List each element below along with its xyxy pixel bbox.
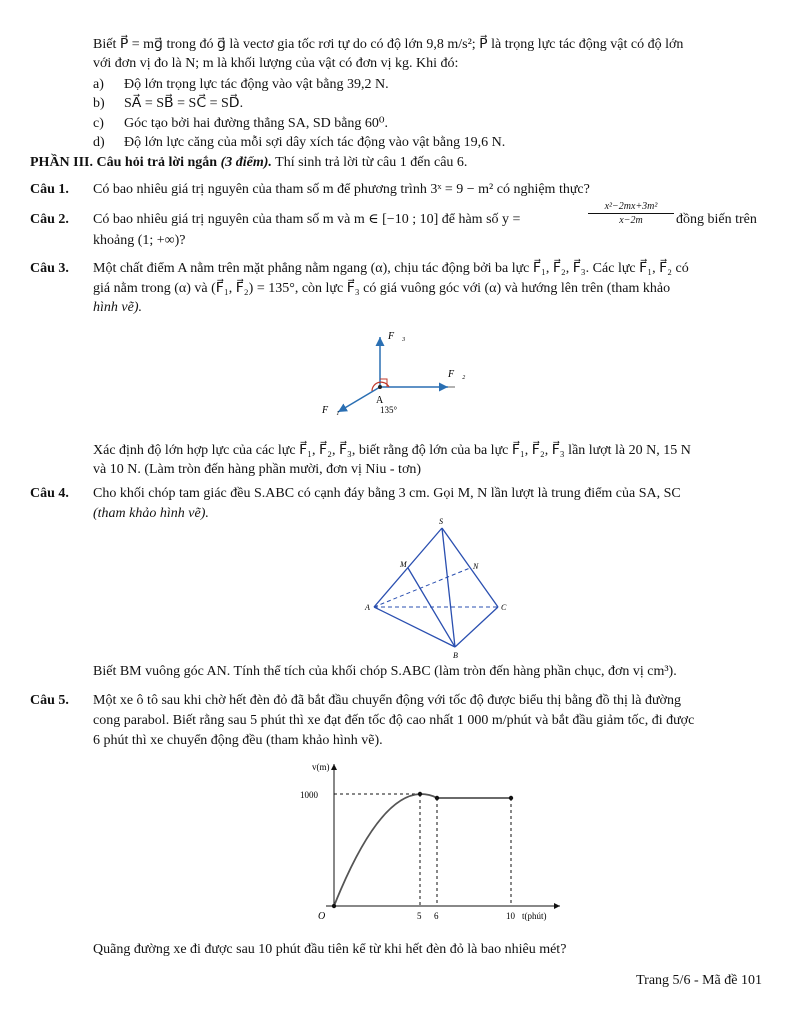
option-c-text: Góc tạo bởi hai đường thẳng SA, SD bằng 60⁰. [124, 116, 389, 131]
label-f3: F⃗₃ [388, 331, 406, 342]
graph-x6: 6 [434, 911, 439, 921]
q1-text: Có bao nhiêu giá trị nguyên của tham số m để phương trình 3ˣ = 9 − m² có nghiệm thực? [93, 182, 590, 197]
parabola-curve [334, 794, 437, 906]
q2-fraction [588, 200, 674, 227]
option-c-letter: c) [93, 116, 104, 131]
q4-label: Câu 4. [30, 486, 69, 501]
intro-line-1: Biết P⃗ = mg⃗ trong đó g⃗ là vectơ gia tốc rơi tự do có độ lớn 9,8 m/s²; P⃗ là trọng lực tác động vật có độ lớn [93, 37, 684, 52]
graph-x5: 5 [417, 911, 422, 921]
option-d-letter: d) [93, 135, 105, 150]
edge-sa [374, 528, 442, 607]
label-angle: 135° [380, 405, 398, 415]
q3-after1: Xác định độ lớn hợp lực của các lực F⃗₁, F⃗₂, F⃗₃, biết rằng độ lớn của ba lực F⃗₁, F⃗₂, F⃗₃ lần lượt là 20 N, 15 N [93, 443, 691, 458]
origin-point [332, 904, 336, 908]
q2-frac-numerator: x²−2mx+3m² [588, 200, 674, 214]
graph-x10: 10 [506, 911, 515, 921]
label-c: C [501, 603, 507, 612]
q2-label: Câu 2. [30, 212, 69, 227]
edge-sc [442, 528, 498, 607]
label-f1: F⃗₁ [322, 405, 340, 416]
page-footer: Trang 5/6 - Mã đề 101 [636, 973, 762, 988]
label-a-vertex: A [365, 603, 370, 612]
f1-arrow [338, 387, 380, 412]
q3-label: Câu 3. [30, 261, 69, 276]
option-d-text: Độ lớn lực căng của mỗi sợi dây xích tác động vào vật bằng 19,6 N. [124, 135, 506, 150]
q4-after: Biết BM vuông góc AN. Tính thể tích của khối chóp S.ABC (làm tròn đến hàng phần chục, đơn vị cm³). [93, 664, 677, 679]
q3-after2: và 10 N. (Làm tròn đến hàng phần mười, đơn vị Niu - tơn) [93, 462, 422, 477]
option-a-letter: a) [93, 77, 104, 92]
option-b-text: SA⃗ = SB⃗ = SC⃗ = SD⃗. [124, 96, 244, 111]
q4-line1: Cho khối chóp tam giác đều S.ABC có cạnh đáy bằng 3 cm. Gọi M, N lần lượt là trung điểm của SA, SC [93, 486, 681, 501]
graph-y1000: 1000 [300, 790, 318, 800]
part3-title: PHẦN III. Câu hỏi trả lời ngắn [30, 155, 218, 170]
pyramid-figure [360, 515, 520, 660]
q2-line2: khoảng (1; +∞)? [93, 233, 186, 248]
intro-line-2: với đơn vị đo là N; m là khối lượng của vật có đơn vị kg. Khi đó: [93, 56, 459, 71]
part3-heading [30, 153, 467, 172]
q3-line3: hình vẽ). [93, 300, 142, 315]
velocity-graph [290, 758, 580, 928]
t10-point [509, 796, 513, 800]
t6-point [435, 796, 439, 800]
q4-line2: (tham khảo hình vẽ). [93, 506, 209, 521]
label-b: B [453, 651, 458, 660]
q5-after: Quãng đường xe đi được sau 10 phút đầu tiên kể từ khi hết đèn đỏ là bao nhiêu mét? [93, 942, 567, 957]
q3-line2: giá nằm trong (α) và (F⃗₁, F⃗₂) = 135°, còn lực F⃗₃ có giá vuông góc với (α) và hướng lên trên (tham khảo [93, 281, 671, 296]
force-figure [300, 325, 490, 430]
segment-an-hidden [374, 568, 470, 607]
option-a-text: Độ lớn trọng lực tác động vào vật bằng 39,2 N. [124, 77, 389, 92]
label-n: N [473, 562, 479, 571]
q5-label: Câu 5. [30, 693, 69, 708]
q5-line3: 6 phút thì xe chuyển động đều (tham khảo hình vẽ). [93, 733, 383, 748]
peak-point [418, 792, 422, 796]
graph-xlabel: t(phút) [522, 911, 547, 921]
q2-line1-end: đồng biến trên [676, 212, 757, 227]
option-b-letter: b) [93, 96, 105, 111]
label-s: S [439, 517, 443, 526]
q2-frac-denominator: x−2m [619, 215, 643, 226]
edge-bc [455, 607, 498, 647]
q1-label: Câu 1. [30, 182, 69, 197]
q2-line1: Có bao nhiêu giá trị nguyên của tham số m và m ∈ [−10 ; 10] để hàm số y = [93, 212, 521, 227]
q5-line2: cong parabol. Biết rằng sau 5 phút thì xe đạt đến tốc độ cao nhất 1 000 m/phút và bắt đầu giảm tốc, đi được [93, 713, 695, 728]
part3-points: (3 điểm). [220, 155, 272, 170]
label-a: A [376, 395, 384, 406]
q5-line1: Một xe ô tô sau khi chờ hết đèn đỏ đã bắt đầu chuyển động với tốc độ được biểu thị bằng đồ thị là đường [93, 693, 681, 708]
graph-ylabel: v(m) [312, 762, 330, 772]
q3-line1: Một chất điểm A nằm trên mặt phẳng nằm ngang (α), chịu tác động bởi ba lực F⃗₁, F⃗₂, F⃗₃. Các lực F⃗₁, F⃗₂ có [93, 261, 689, 276]
graph-origin: O [318, 911, 326, 922]
label-f2: F⃗₂ [448, 369, 466, 380]
part3-rest: Thí sinh trả lời từ câu 1 đến câu 6. [275, 155, 468, 170]
point-a [378, 385, 382, 389]
label-m: M [400, 560, 407, 569]
